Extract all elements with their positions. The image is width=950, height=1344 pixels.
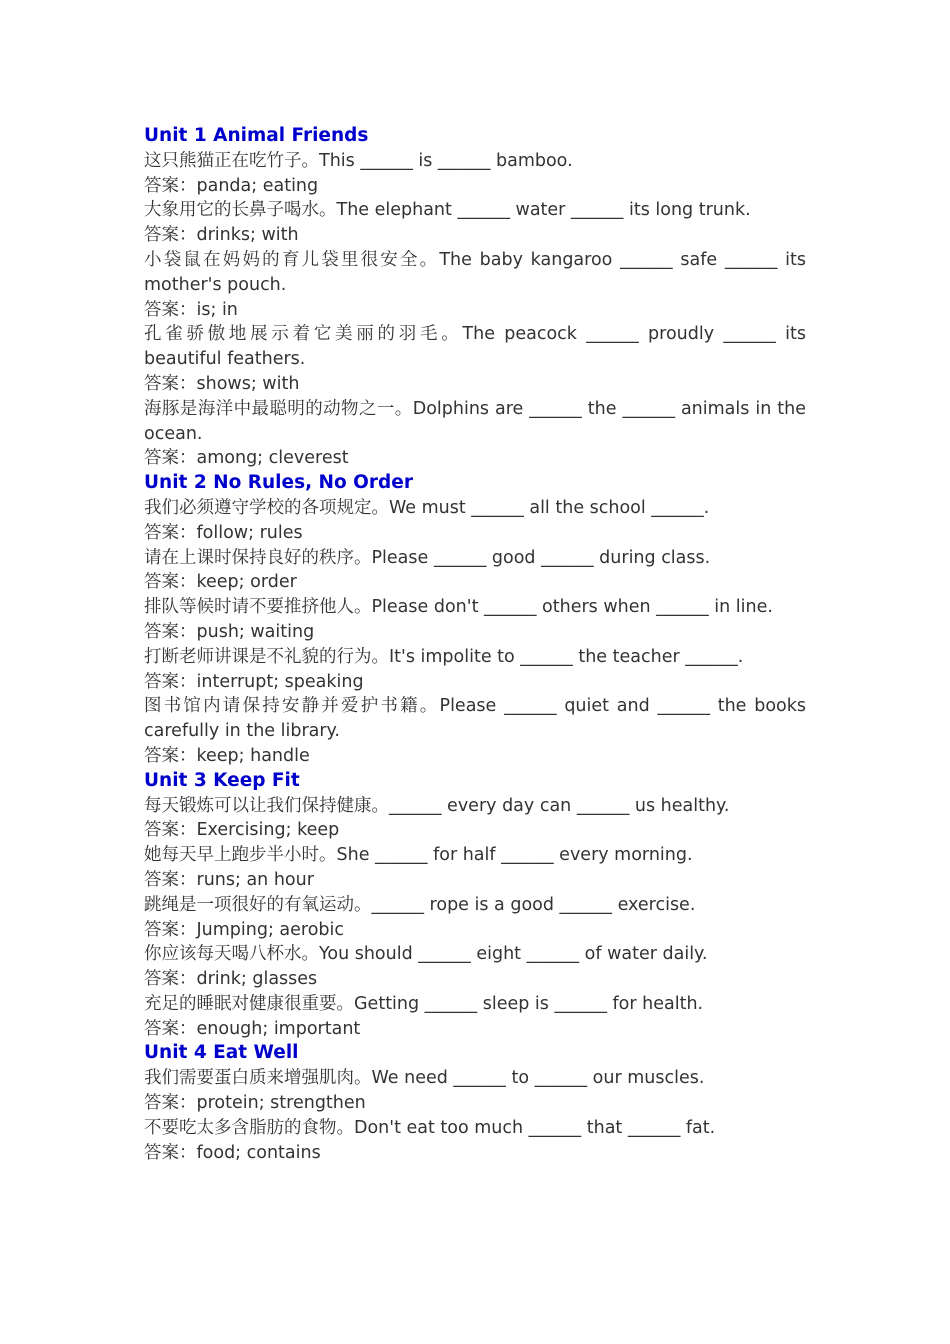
question: 孔雀骄傲地展示着它美丽的羽毛。The peacock ______ proudly ______ its beautiful feathers. xyxy=(144,324,806,370)
answer: 答案：panda; eating xyxy=(144,175,319,196)
unit-heading: Unit 1 Animal Friends xyxy=(144,125,369,146)
question: 打断老师讲课是不礼貌的行为。It's impolite to ______ the teacher ______. xyxy=(144,646,744,667)
question: 海豚是海洋中最聪明的动物之一。Dolphins are ______ the ______ animals in the ocean. xyxy=(144,398,806,444)
question: 大象用它的长鼻子喝水。The elephant ______ water ______ its long trunk. xyxy=(144,200,751,221)
answer: 答案：enough; important xyxy=(144,1018,361,1039)
answer: 答案：among; cleverest xyxy=(144,448,349,469)
question: 不要吃太多含脂肪的食物。Don't eat too much ______ that ______ fat. xyxy=(144,1117,716,1138)
question: 小袋鼠在妈妈的育儿袋里很安全。The baby kangaroo ______ safe ______ its mother's pouch. xyxy=(144,249,806,295)
question: 这只熊猫正在吃竹子。This ______ is ______ bamboo. xyxy=(144,150,573,171)
question: 充足的睡眠对健康很重要。Getting ______ sleep is ______ for health. xyxy=(144,993,704,1014)
question: 她每天早上跑步半小时。She ______ for half ______ every morning. xyxy=(144,845,693,866)
answer: 答案：Exercising; keep xyxy=(144,820,340,841)
question: 图书馆内请保持安静并爱护书籍。Please ______ quiet and ______ the books carefully in the library. xyxy=(144,696,806,742)
question: 跳绳是一项很好的有氧运动。______ rope is a good ______ exercise. xyxy=(144,894,696,915)
question: 每天锻炼可以让我们保持健康。______ every day can ______ us healthy. xyxy=(144,795,730,816)
unit-heading: Unit 4 Eat Well xyxy=(144,1042,299,1064)
unit-1-section xyxy=(144,124,806,471)
answer: 答案：push; waiting xyxy=(144,621,315,642)
unit-heading: Unit 3 Keep Fit xyxy=(144,769,300,791)
answer: 答案：follow; rules xyxy=(144,522,303,543)
question: 排队等候时请不要推挤他人。Please don't ______ others when ______ in line. xyxy=(144,597,773,618)
question: 你应该每天喝八杯水。You should ______ eight ______ of water daily. xyxy=(144,944,708,965)
answer: 答案：keep; handle xyxy=(144,745,310,766)
document-page xyxy=(144,124,806,1165)
unit-heading: Unit 2 No Rules, No Order xyxy=(144,472,413,494)
question: 请在上课时保持良好的秩序。Please ______ good ______ during class. xyxy=(144,547,711,568)
question: 我们需要蛋白质来增强肌肉。We need ______ to ______ our muscles. xyxy=(144,1068,705,1089)
answer: 答案：interrupt; speaking xyxy=(144,671,364,692)
unit-3-section xyxy=(144,769,806,1042)
answer: 答案：food; contains xyxy=(144,1142,321,1163)
unit-2-section xyxy=(144,471,806,769)
answer: 答案：Jumping; aerobic xyxy=(144,919,345,940)
answer: 答案：drinks; with xyxy=(144,225,299,246)
answer: 答案：drink; glasses xyxy=(144,969,318,990)
unit-4-section xyxy=(144,1041,806,1165)
answer: 答案：keep; order xyxy=(144,572,297,593)
answer: 答案：is; in xyxy=(144,299,238,320)
answer: 答案：protein; strengthen xyxy=(144,1093,366,1114)
answer: 答案：runs; an hour xyxy=(144,869,314,890)
question: 我们必须遵守学校的各项规定。We must ______ all the school ______. xyxy=(144,497,710,518)
answer: 答案：shows; with xyxy=(144,373,300,394)
